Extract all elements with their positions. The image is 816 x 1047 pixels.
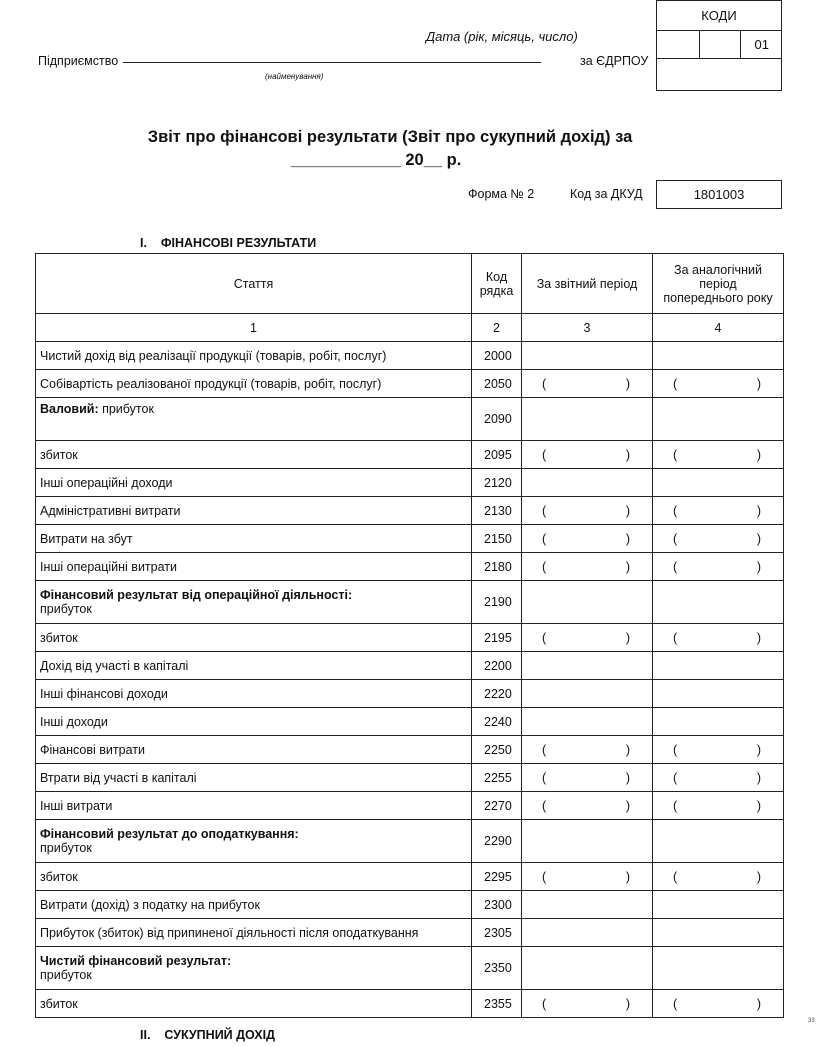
row-code: 2095 — [472, 441, 522, 469]
row-label: Фінансовий результат від операційної діяльності: прибуток — [36, 581, 472, 624]
col-number-3: 3 — [522, 314, 653, 342]
value-cell-current[interactable] — [522, 680, 653, 708]
value-cell-previous[interactable] — [653, 820, 784, 863]
table-row — [36, 792, 784, 820]
name-hint: (найменування) — [265, 72, 324, 81]
date-label: Дата (рік, місяць, число) — [426, 29, 578, 44]
codes-box — [656, 0, 782, 91]
value-cell-previous[interactable]: ( ) — [653, 990, 784, 1018]
value-cell-previous[interactable] — [653, 680, 784, 708]
table-row — [36, 708, 784, 736]
section1-heading — [140, 236, 316, 250]
row-code: 2255 — [472, 764, 522, 792]
row-label: Інші операційні доходи — [36, 469, 472, 497]
row-code: 2150 — [472, 525, 522, 553]
value-cell-previous[interactable]: ( ) — [653, 525, 784, 553]
table-row — [36, 469, 784, 497]
row-label: збиток — [36, 990, 472, 1018]
table-row — [36, 990, 784, 1018]
value-cell-previous[interactable]: ( ) — [653, 792, 784, 820]
row-label: Чистий дохід від реалізації продукції (товарів, робіт, послуг) — [36, 342, 472, 370]
row-code: 2120 — [472, 469, 522, 497]
row-label: Втрати від участі в капіталі — [36, 764, 472, 792]
table-row — [36, 947, 784, 990]
value-cell-current[interactable]: ( ) — [522, 764, 653, 792]
value-cell-previous[interactable] — [653, 652, 784, 680]
row-label: Фінансові витрати — [36, 736, 472, 764]
table-row — [36, 342, 784, 370]
value-cell-current[interactable]: ( ) — [522, 370, 653, 398]
row-label: збиток — [36, 863, 472, 891]
value-cell-current[interactable] — [522, 919, 653, 947]
value-cell-previous[interactable] — [653, 469, 784, 497]
value-cell-current[interactable]: ( ) — [522, 990, 653, 1018]
row-code: 2305 — [472, 919, 522, 947]
row-code: 2000 — [472, 342, 522, 370]
table-row — [36, 863, 784, 891]
section2-heading — [140, 1028, 275, 1042]
row-code: 2290 — [472, 820, 522, 863]
value-cell-previous[interactable] — [653, 919, 784, 947]
value-cell-current[interactable] — [522, 652, 653, 680]
value-cell-current[interactable] — [522, 947, 653, 990]
date-year-cell[interactable] — [657, 31, 700, 58]
section1-number: I. — [140, 236, 147, 250]
table-row — [36, 764, 784, 792]
row-code: 2190 — [472, 581, 522, 624]
row-code: 2130 — [472, 497, 522, 525]
section1-title: ФІНАНСОВІ РЕЗУЛЬТАТИ — [160, 236, 317, 250]
edrpou-label: за ЄДРПОУ — [580, 54, 649, 68]
table-header-row — [36, 254, 784, 314]
row-code: 2295 — [472, 863, 522, 891]
row-code: 2200 — [472, 652, 522, 680]
row-label: Витрати на збут — [36, 525, 472, 553]
value-cell-previous[interactable] — [653, 581, 784, 624]
col-number-4: 4 — [653, 314, 784, 342]
value-cell-previous[interactable]: ( ) — [653, 736, 784, 764]
row-label: Інші витрати — [36, 792, 472, 820]
row-label: Інші доходи — [36, 708, 472, 736]
row-label: Інші операційні витрати — [36, 553, 472, 581]
report-title-line1: Звіт про фінансові результати (Звіт про сукупний дохід) за — [147, 128, 633, 146]
row-code: 2250 — [472, 736, 522, 764]
table-row — [36, 398, 784, 441]
value-cell-current[interactable]: ( ) — [522, 624, 653, 652]
value-cell-previous[interactable] — [653, 891, 784, 919]
value-cell-previous[interactable]: ( ) — [653, 624, 784, 652]
value-cell-current[interactable]: ( ) — [522, 497, 653, 525]
header-previous-period: За аналогічний період попереднього року — [653, 254, 784, 314]
header-current-period: За звітний період — [522, 254, 653, 314]
page-number: 33 — [808, 1018, 815, 1024]
value-cell-current[interactable]: ( ) — [522, 553, 653, 581]
row-code: 2090 — [472, 398, 522, 441]
row-label: Інші фінансові доходи — [36, 680, 472, 708]
row-code: 2355 — [472, 990, 522, 1018]
section2-title: СУКУПНИЙ ДОХІД — [164, 1028, 276, 1042]
value-cell-current[interactable]: ( ) — [522, 736, 653, 764]
value-cell-current[interactable] — [522, 708, 653, 736]
row-code: 2270 — [472, 792, 522, 820]
row-label: Витрати (дохід) з податку на прибуток — [36, 891, 472, 919]
header-code: Код рядка — [472, 254, 522, 314]
row-label: збиток — [36, 441, 472, 469]
value-cell-previous[interactable]: ( ) — [653, 441, 784, 469]
report-title-line2: ____________ 20__ р. — [290, 151, 462, 169]
value-cell-current[interactable] — [522, 820, 653, 863]
row-label: Фінансовий результат до оподаткування: прибуток — [36, 820, 472, 863]
table-row — [36, 680, 784, 708]
value-cell-previous[interactable]: ( ) — [653, 863, 784, 891]
enterprise-label: Підприємство — [38, 54, 119, 68]
value-cell-current[interactable] — [522, 398, 653, 441]
value-cell-previous[interactable]: ( ) — [653, 553, 784, 581]
row-label: Прибуток (збиток) від припиненої діяльності після оподаткування — [36, 919, 472, 947]
value-cell-previous[interactable] — [653, 398, 784, 441]
value-cell-previous[interactable] — [653, 342, 784, 370]
value-cell-previous[interactable] — [653, 947, 784, 990]
header-article: Стаття — [36, 254, 472, 314]
date-day-code: 01 — [754, 37, 769, 52]
table-row — [36, 919, 784, 947]
table-row — [36, 525, 784, 553]
table-row — [36, 891, 784, 919]
table-row — [36, 581, 784, 624]
edrpou-code-cell[interactable] — [657, 59, 781, 92]
row-code: 2180 — [472, 553, 522, 581]
value-cell-current[interactable] — [522, 581, 653, 624]
form-label: Форма № 2 — [468, 187, 535, 201]
value-cell-current[interactable]: ( ) — [522, 863, 653, 891]
value-cell-current[interactable] — [522, 469, 653, 497]
table-row — [36, 736, 784, 764]
row-code: 2195 — [472, 624, 522, 652]
table-row — [36, 497, 784, 525]
table-row — [36, 370, 784, 398]
value-cell-previous[interactable]: ( ) — [653, 497, 784, 525]
value-cell-current[interactable]: ( ) — [522, 525, 653, 553]
codes-title: КОДИ — [657, 1, 781, 31]
dkud-label: Код за ДКУД — [570, 187, 643, 201]
column-numbering-row — [36, 314, 784, 342]
value-cell-current[interactable]: ( ) — [522, 441, 653, 469]
row-label: Собівартість реалізованої продукції (товарів, робіт, послуг) — [36, 370, 472, 398]
row-code: 2220 — [472, 680, 522, 708]
value-cell-current[interactable] — [522, 342, 653, 370]
row-label: Валовий: прибуток — [36, 398, 472, 441]
table-row — [36, 441, 784, 469]
value-cell-previous[interactable]: ( ) — [653, 764, 784, 792]
value-cell-previous[interactable] — [653, 708, 784, 736]
financial-results-table — [35, 253, 784, 1018]
row-label: збиток — [36, 624, 472, 652]
row-code: 2350 — [472, 947, 522, 990]
section2-number: II. — [140, 1028, 151, 1042]
table-row — [36, 652, 784, 680]
col-number-1: 1 — [36, 314, 472, 342]
codes-row-date — [657, 31, 781, 59]
enterprise-name-line[interactable] — [123, 62, 541, 63]
row-code: 2240 — [472, 708, 522, 736]
date-month-cell[interactable] — [700, 31, 741, 58]
value-cell-previous[interactable]: ( ) — [653, 370, 784, 398]
row-label: Адміністративні витрати — [36, 497, 472, 525]
row-code: 2050 — [472, 370, 522, 398]
table-row — [36, 820, 784, 863]
value-cell-current[interactable]: ( ) — [522, 792, 653, 820]
table-row — [36, 553, 784, 581]
row-label: Дохід від участі в капіталі — [36, 652, 472, 680]
table-row — [36, 624, 784, 652]
col-number-2: 2 — [472, 314, 522, 342]
row-code: 2300 — [472, 891, 522, 919]
dkud-value: 1801003 — [656, 180, 782, 209]
row-label: Чистий фінансовий результат: прибуток — [36, 947, 472, 990]
value-cell-current[interactable] — [522, 891, 653, 919]
